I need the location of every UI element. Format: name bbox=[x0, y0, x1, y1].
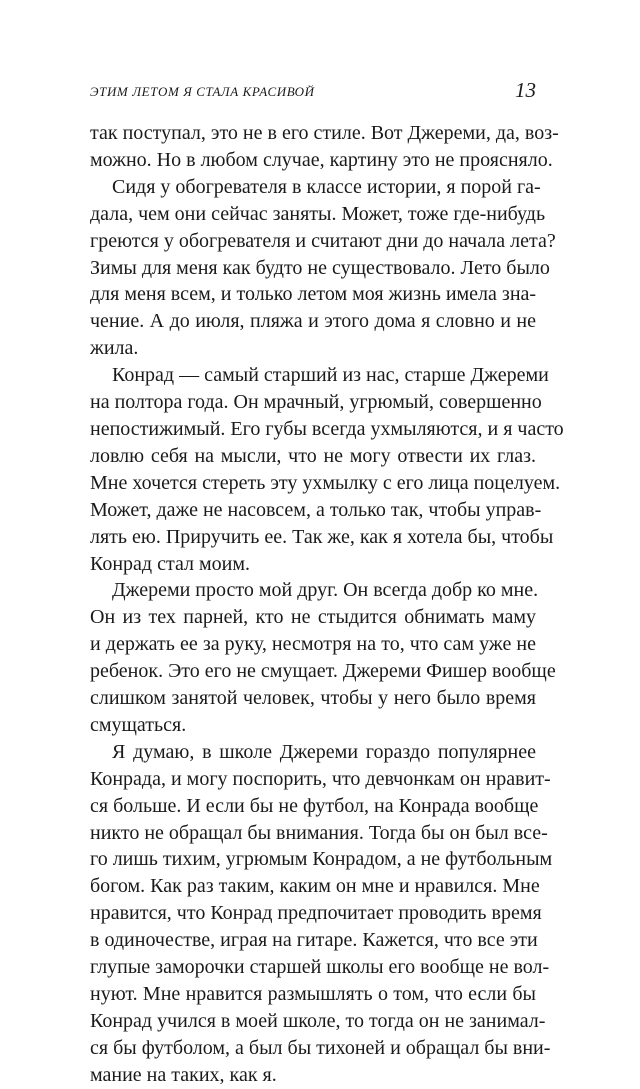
text-line: ся бы футболом, а был бы тихоней и обращал бы вни- bbox=[90, 1036, 551, 1059]
running-header bbox=[90, 78, 536, 108]
text-line: жила. bbox=[90, 337, 139, 360]
text-line: чение. А до июля, пляжа и этого дома я словно и не bbox=[90, 310, 536, 333]
text-line: Конрад стал моим. bbox=[90, 552, 251, 575]
text-line: ловлю себя на мысли, что не могу отвести их глаз. bbox=[90, 444, 536, 467]
text-line: и держать ее за руку, несмотря на то, что сам уже не bbox=[90, 633, 536, 656]
text-line: в одиночестве, играя на гитаре. Кажется, что все эти bbox=[90, 929, 538, 952]
body-text bbox=[90, 120, 564, 1089]
text-line: Конрад — самый старший из нас, старше Джереми bbox=[112, 364, 549, 387]
text-line: никто не обращал бы внимания. Тогда бы он был все- bbox=[90, 821, 548, 844]
text-line: Сидя у обогревателя в классе истории, я порой га- bbox=[112, 175, 541, 198]
text-line: Он из тех парней, кто не стыдится обнимать маму bbox=[90, 606, 536, 629]
text-line: на полтора года. Он мрачный, угрюмый, совершенно bbox=[90, 391, 542, 414]
text-line: Конрада, и могу поспорить, что девчонкам он нравит- bbox=[90, 767, 551, 790]
text-line: ребенок. Это его не смущает. Джереми Фишер вообще bbox=[90, 660, 556, 683]
paragraph bbox=[90, 120, 559, 174]
text-line: нуют. Мне нравится размышлять о том, что если бы bbox=[90, 983, 536, 1005]
text-line: ся больше. И если бы не футбол, на Конрада вообще bbox=[90, 794, 539, 817]
text-line: можно. Но в любом случае, картину это не проясняло. bbox=[90, 148, 553, 171]
text-line: непостижимый. Его губы всегда ухмыляются, и я часто bbox=[90, 417, 564, 440]
text-line: нравится, что Конрад предпочитает проводить время bbox=[90, 902, 542, 925]
text-line: греются у обогревателя и считают дни до начала лета? bbox=[90, 229, 556, 252]
text-line: богом. Как раз таким, каким он мне и нравился. Мне bbox=[90, 875, 540, 898]
paragraph bbox=[90, 362, 564, 577]
text-line: Зимы для меня как будто не существовало. Лето было bbox=[90, 256, 550, 279]
text-line: так поступал, это не в его стиле. Вот Джереми, да, воз- bbox=[90, 122, 559, 144]
paragraph bbox=[90, 577, 556, 738]
paragraph bbox=[90, 174, 556, 362]
text-line: для меня всем, и только летом моя жизнь имела зна- bbox=[90, 283, 537, 306]
text-line: Конрад учился в моей школе, то тогда он не занимал- bbox=[90, 1009, 546, 1032]
text-line: го лишь тихим, угрюмым Конрадом, а не футбольным bbox=[90, 848, 553, 871]
text-line: лять ею. Приручить ее. Так же, как я хотела бы, чтобы bbox=[90, 525, 554, 548]
text-line: Джереми просто мой друг. Он всегда добр ко мне. bbox=[112, 579, 539, 602]
text-line: смущаться. bbox=[90, 713, 187, 736]
text-line: мание на таких, как я. bbox=[90, 1063, 277, 1086]
text-line: Может, даже не насовсем, а только так, чтобы управ- bbox=[90, 498, 542, 521]
page-number: 13 bbox=[515, 78, 536, 102]
text-line: Мне хочется стереть эту ухмылку с его лица поцелуем. bbox=[90, 471, 561, 494]
paragraph bbox=[90, 739, 553, 1089]
text-line: слишком занятой человек, чтобы у него было время bbox=[90, 687, 536, 710]
text-line: Я думаю, в школе Джереми гораздо популярнее bbox=[112, 740, 536, 763]
text-line: дала, чем они сейчас заняты. Может, тоже где-нибудь bbox=[90, 202, 546, 225]
text-line: глупые заморочки старшей школы его вообще не вол- bbox=[90, 956, 550, 979]
book-title: ЭТИМ ЛЕТОМ Я СТАЛА КРАСИВОЙ bbox=[90, 84, 315, 99]
